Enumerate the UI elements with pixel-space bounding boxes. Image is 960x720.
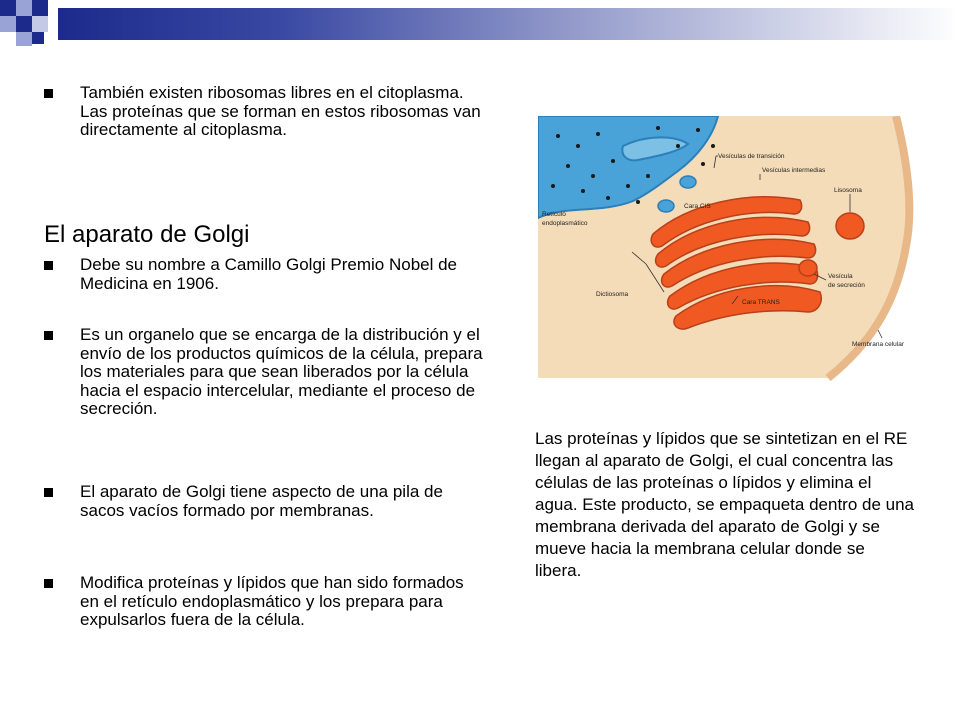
label-vesiculas-intermedias: Vesículas intermedias: [762, 167, 826, 174]
ribosome-dot: [576, 144, 580, 148]
deco-square-dark: [32, 0, 48, 16]
label-lisosoma: Lisosoma: [834, 187, 862, 194]
ribosome-dot: [656, 126, 660, 130]
bullet-item: [44, 574, 484, 630]
deco-square-dark: [32, 32, 44, 44]
ribosome-dot: [646, 174, 650, 178]
ribosome-dot: [581, 189, 585, 193]
lysosome: [836, 213, 864, 239]
bullet-item: [44, 326, 484, 419]
deco-square-light: [32, 16, 48, 32]
title-bar-decoration: [0, 0, 960, 46]
label-cara-cis: Cara CIS: [684, 203, 711, 210]
label-membrana-celular: Membrana celular: [852, 341, 905, 348]
ribosome-dot: [596, 132, 600, 136]
deco-square-dark: [16, 16, 32, 32]
square-bullet-icon: [44, 579, 53, 588]
bullet-text: El aparato de Golgi tiene aspecto de una pila de sacos vacíos formado por membranas.: [80, 482, 443, 520]
square-bullet-icon: [44, 261, 53, 270]
bullet-text: Es un organelo que se encarga de la distribución y el envío de los productos químicos de la célula, prepara los materiales para que sean liberados por la célula hacia el espacio intercelular, mediante el proceso de secreción.: [80, 325, 483, 418]
ribosome-dot: [676, 144, 680, 148]
label-de-secrecion: de secreción: [828, 282, 865, 289]
leader-line: [878, 330, 882, 338]
section-heading: El aparato de Golgi: [44, 221, 250, 248]
deco-square-dark: [0, 0, 16, 16]
ribosome-dot: [636, 200, 640, 204]
transition-vesicle: [658, 200, 674, 212]
title-gradient-bar: [58, 8, 960, 40]
label-cara-trans: Cara TRANS: [742, 299, 780, 306]
ribosome-dot: [711, 144, 715, 148]
diagram-caption: Las proteínas y lípidos que se sintetizan en el RE llegan al aparato de Golgi, el cual concentra las células de las proteínas o lípidos y elimina el agua. Este producto, se empaqueta dentro de una membrana derivada del aparato de Golgi y se mueve hacia la membrana celular donde se libera.: [535, 429, 914, 580]
bullet-item: [44, 84, 484, 140]
label-dictiosoma: Dictiosoma: [596, 291, 629, 298]
golgi-diagram: [538, 116, 914, 382]
deco-square-light: [16, 0, 32, 16]
secretion-vesicle: [799, 260, 817, 276]
label-vesicula: Vesícula: [828, 273, 853, 280]
bullet-text: Debe su nombre a Camillo Golgi Premio Nobel de Medicina en 1906.: [80, 255, 458, 293]
label-reticulo: Retículo: [542, 211, 566, 218]
ribosome-dot: [551, 184, 555, 188]
label-vesiculas-transicion: Vesículas de transición: [718, 153, 785, 160]
bullet-item: [44, 483, 484, 520]
label-endoplasmatico: endoplasmático: [542, 220, 588, 227]
bullet-text: También existen ribosomas libres en el citoplasma. Las proteínas que se forman en estos ribosomas van directamente al citoplasma.: [80, 83, 481, 139]
ribosome-dot: [606, 196, 610, 200]
square-bullet-icon: [44, 89, 53, 98]
ribosome-dot: [701, 162, 705, 166]
square-bullet-icon: [44, 488, 53, 497]
ribosome-dot: [696, 128, 700, 132]
ribosome-dot: [611, 159, 615, 163]
ribosome-dot: [556, 134, 560, 138]
square-bullet-icon: [44, 331, 53, 340]
deco-square-light: [0, 16, 16, 32]
ribosome-dot: [591, 174, 595, 178]
bullet-item: [44, 256, 484, 293]
ribosome-dot: [566, 164, 570, 168]
bullet-text: Modifica proteínas y lípidos que han sido formados en el retículo endoplasmático y los prepara para expulsarlos fuera de la célula.: [80, 573, 464, 629]
transition-vesicle: [680, 176, 696, 188]
deco-square-light: [16, 32, 32, 46]
ribosome-dot: [626, 184, 630, 188]
